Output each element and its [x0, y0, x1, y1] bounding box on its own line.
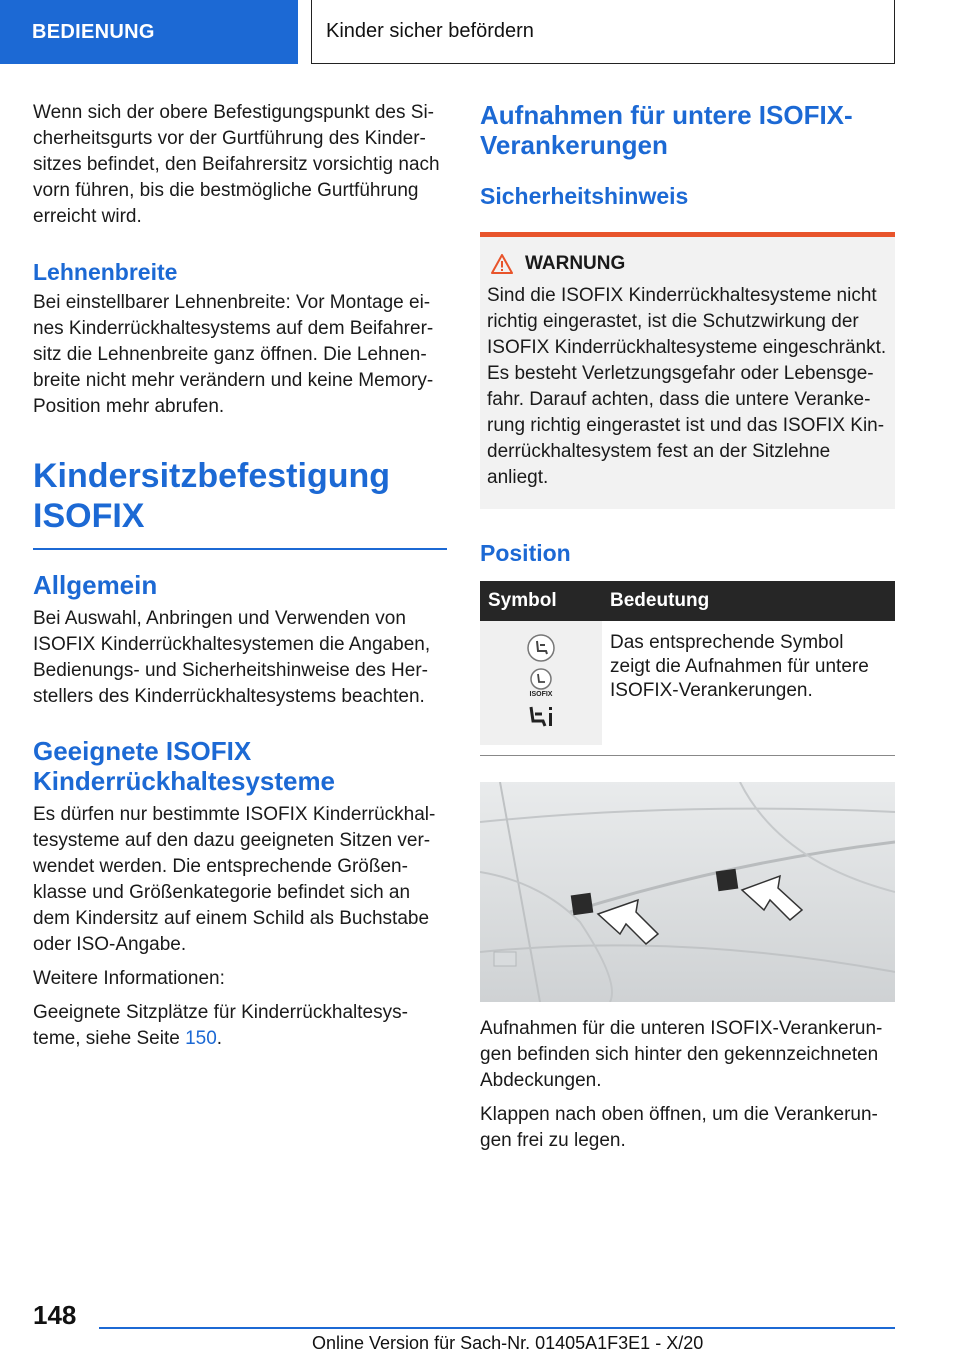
isofix-title-line-2: ISOFIX	[33, 497, 145, 535]
isofix-seat-circle-icon	[526, 633, 556, 663]
weitere-info: Weitere Informationen:	[33, 968, 225, 989]
aufnahmen-heading	[480, 100, 895, 160]
rear-seat-isofix-photo	[480, 782, 895, 1002]
isofix-title	[33, 456, 447, 536]
column-header-meaning: Bedeutung	[602, 581, 895, 621]
position-heading: Position	[480, 540, 571, 566]
section-label: BEDIENUNG	[32, 20, 155, 43]
page-number: 148	[33, 1300, 77, 1330]
table-divider	[480, 755, 895, 756]
warning-text: Sind die ISOFIX Kinderrückhaltesysteme nicht richtig eingerastet, ist die Schutzwirkung der ISOFIX Kinderrückhaltesysteme eingeschränkt. Es besteht Verletzungsgefahr oder Lebensge-fahr. Darauf achten, dass die untere Veranke-rung richtig eingerastet ist und das ISOFIX Kin-derrückhaltesystem fest an der Sitzlehne anliegt.	[487, 285, 887, 488]
warning-triangle-icon	[491, 254, 513, 274]
reference-end: .	[216, 1028, 223, 1049]
table-header-row	[480, 581, 895, 621]
allgemein-paragraph: Bei Auswahl, Anbringen und Verwenden von ISOFIX Kinderrückhaltesystemen die Angaben, Bedienungs- und Sicherheitshinweise des Her-stellers des Kinderrückhaltesystems beachten.	[33, 608, 431, 707]
sicherheit-heading: Sicherheitshinweis	[480, 183, 689, 209]
symbol-table	[480, 581, 895, 745]
footer-online-version: Online Version für Sach-Nr. 01405A1F3E1 - X/20	[312, 1333, 704, 1353]
lehnenbreite-paragraph: Bei einstellbarer Lehnenbreite: Vor Montage ei-nes Kinderrückhaltesystems auf dem Beifahrer-sitz die Lehnenbreite ganz öffnen. Die Lehnen-breite nicht mehr verändern und keine Memory-Position mehr abrufen.	[33, 292, 434, 417]
geeignete-paragraph: Es dürfen nur bestimmte ISOFIX Kinderrückhal-tesysteme auf den dazu geeigneten Sitzen ver-wendet werden. Die entsprechende Größen-klasse und Größenkategorie befindet sich an dem Kindersitz auf einem Schild als Buchstabe oder ISO-Angabe.	[33, 804, 436, 955]
page-link[interactable]: 150	[185, 1028, 217, 1049]
section-divider	[33, 548, 447, 550]
chapter-title: Kinder sicher befördern	[326, 20, 534, 42]
geeignete-heading-line-1: Geeignete ISOFIX	[33, 736, 252, 766]
symbol-cell	[480, 621, 602, 745]
aufnahmen-heading-line-1: Aufnahmen für untere ISOFIX-	[480, 100, 853, 130]
footer-divider	[99, 1327, 895, 1329]
reference-text: Geeignete Sitzplätze für Kinderrückhaltesys-teme, siehe Seite	[33, 1002, 408, 1049]
lehnenbreite-heading: Lehnenbreite	[33, 259, 178, 285]
isofix-title-line-1: Kindersitzbefestigung	[33, 457, 391, 495]
allgemein-heading: Allgemein	[33, 570, 158, 600]
section-tab	[0, 0, 298, 64]
warning-label: WARNUNG	[525, 253, 626, 274]
table-row	[480, 621, 895, 745]
isofix-symbol-label: ISOFIX	[529, 691, 553, 697]
left-column	[33, 100, 447, 1060]
isofix-seat-info-icon	[525, 701, 557, 731]
meaning-cell: Das entsprechende Symbol zeigt die Aufnahmen für untere ISOFIX-Verankerungen.	[610, 632, 869, 701]
geeignete-heading	[33, 736, 447, 796]
caption-paragraph-2: Klappen nach oben öffnen, um die Verankerun-gen frei zu legen.	[480, 1104, 878, 1151]
intro-paragraph: Wenn sich der obere Befestigungspunkt des Si-cherheitsgurts vor der Gurtführung des Kinder-sitzes befindet, den Beifahrersitz vorsichtig nach vorn führen, bis die bestmögliche Gurtführung erreicht wird.	[33, 102, 440, 227]
isofix-seat-labelled-icon	[526, 667, 556, 697]
aufnahmen-heading-line-2: Verankerungen	[480, 130, 668, 160]
right-column	[480, 100, 895, 1162]
column-header-symbol: Symbol	[480, 581, 602, 621]
warning-box	[480, 232, 895, 509]
warning-title	[487, 253, 887, 275]
caption-paragraph-1: Aufnahmen für die unteren ISOFIX-Verankerun-gen befinden sich hinter den gekennzeichneten Abdeckungen.	[480, 1018, 883, 1091]
geeignete-heading-line-2: Kinderrückhaltesysteme	[33, 766, 336, 796]
chapter-title-box	[311, 0, 895, 64]
reference-paragraph	[33, 1000, 447, 1052]
